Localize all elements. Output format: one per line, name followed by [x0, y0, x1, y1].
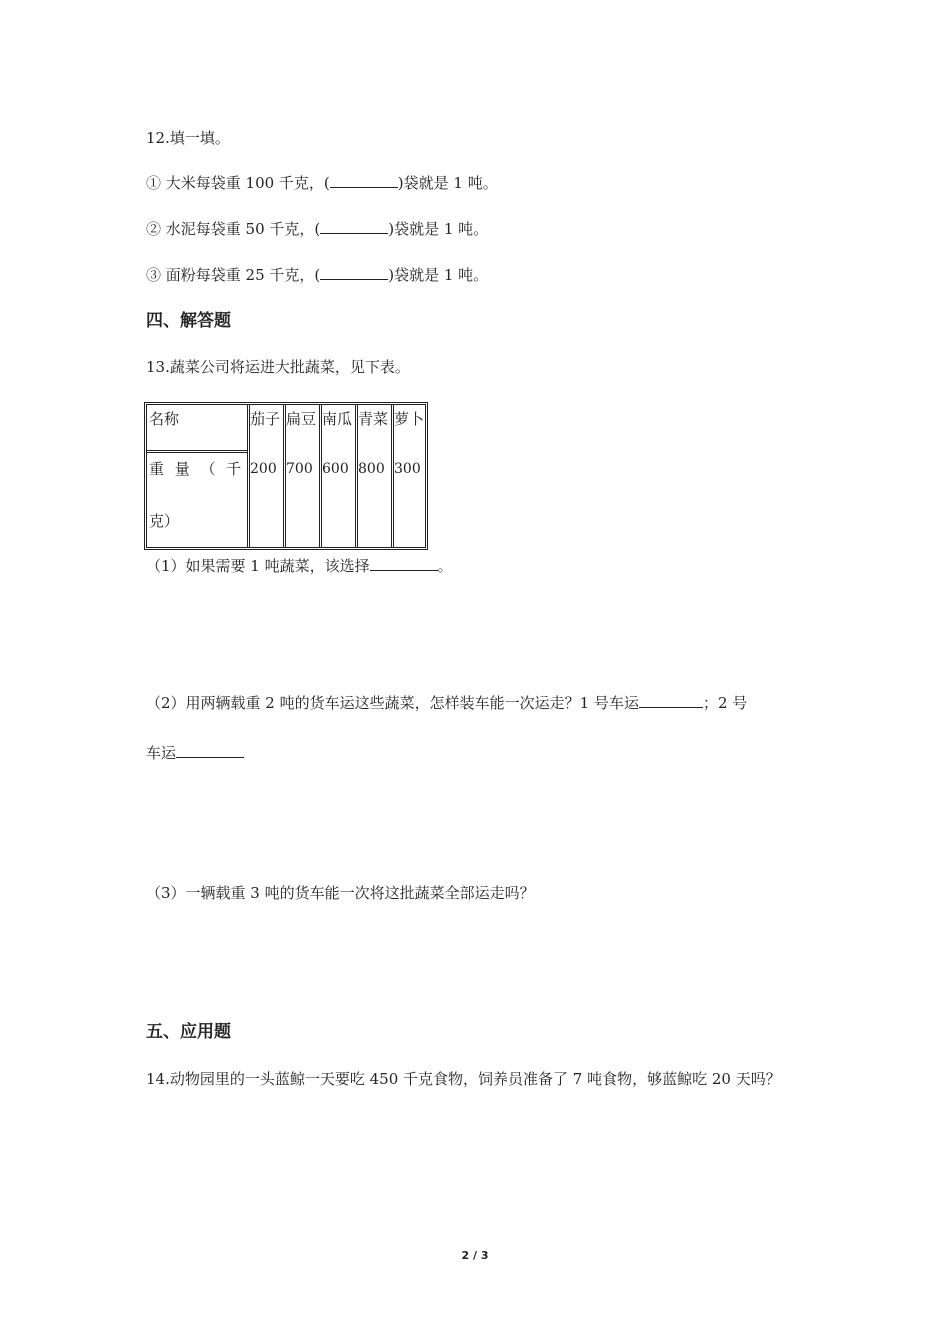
q13-sub-2-mid: ；2 号	[702, 694, 748, 712]
q13-sub-2-cont	[146, 743, 244, 763]
q13-sub-1-text: （1）如果需要 1 吨蔬菜，该选择	[146, 557, 370, 575]
q13-sub-3: （3）一辆载重 3 吨的货车能一次将这批蔬菜全部运走吗？	[146, 884, 535, 902]
q12-item-1-suffix: )袋就是 1 吨。	[397, 174, 498, 192]
table-col-name: 茄子	[250, 410, 281, 428]
table-cell-value: 600	[322, 461, 349, 477]
table-col-name: 萝卜	[394, 410, 425, 428]
q13-sub-2-blank-1[interactable]	[639, 693, 703, 708]
section-5-heading: 五、应用题	[146, 1022, 231, 1042]
q13-sub-1-suffix: 。	[437, 557, 453, 575]
table-row-label-cont: 克）	[149, 512, 180, 530]
page-number: 2 / 3	[461, 1249, 489, 1262]
q12-item-2-blank[interactable]	[320, 219, 388, 234]
q13-sub-2-blank-2[interactable]	[176, 743, 244, 758]
q12-item-1	[146, 173, 498, 193]
table-header-label: 名称	[149, 410, 180, 428]
q12-item-1-blank[interactable]	[330, 173, 398, 188]
q12-item-3	[146, 265, 488, 285]
q12-item-1-text: ① 大米每袋重 100 千克，(	[146, 174, 330, 192]
q13-sub-2-text: （2）用两辆载重 2 吨的货车运这些蔬菜，怎样装车能一次运走？1 号车运	[146, 694, 639, 712]
q13-title: 13.蔬菜公司将运进大批蔬菜，见下表。	[146, 358, 410, 376]
table-row-label: 重 量 （ 千	[149, 460, 242, 478]
table-cell-value: 800	[358, 461, 385, 477]
table-cell-value: 300	[394, 461, 421, 477]
q13-sub-2-cont-text: 车运	[146, 744, 177, 762]
table-row-divider	[147, 450, 247, 453]
table-cell-value: 700	[286, 461, 313, 477]
q12-item-3-text: ③ 面粉每袋重 25 千克，(	[146, 266, 321, 284]
q12-item-2-suffix: )袋就是 1 吨。	[388, 220, 489, 238]
q13-sub-1-blank[interactable]	[370, 556, 438, 571]
q14-text: 14.动物园里的一头蓝鲸一天要吃 450 千克食物，饲养员准备了 7 吨食物，够蓝鲸吃 20 天吗？	[146, 1070, 781, 1088]
section-4-heading: 四、解答题	[146, 311, 231, 331]
q12-title: 12.填一填。	[146, 129, 230, 147]
table-col-name: 南瓜	[322, 410, 353, 428]
table-col-name: 扁豆	[286, 410, 317, 428]
vegetable-table	[144, 402, 428, 550]
q13-sub-2	[146, 693, 747, 713]
q13-sub-1	[146, 556, 453, 576]
q12-item-3-blank[interactable]	[320, 265, 388, 280]
q12-item-3-suffix: )袋就是 1 吨。	[388, 266, 489, 284]
q12-item-2-text: ② 水泥每袋重 50 千克，(	[146, 220, 321, 238]
table-cell-value: 200	[250, 461, 277, 477]
q12-item-2	[146, 219, 488, 239]
table-col-name: 青菜	[358, 410, 389, 428]
